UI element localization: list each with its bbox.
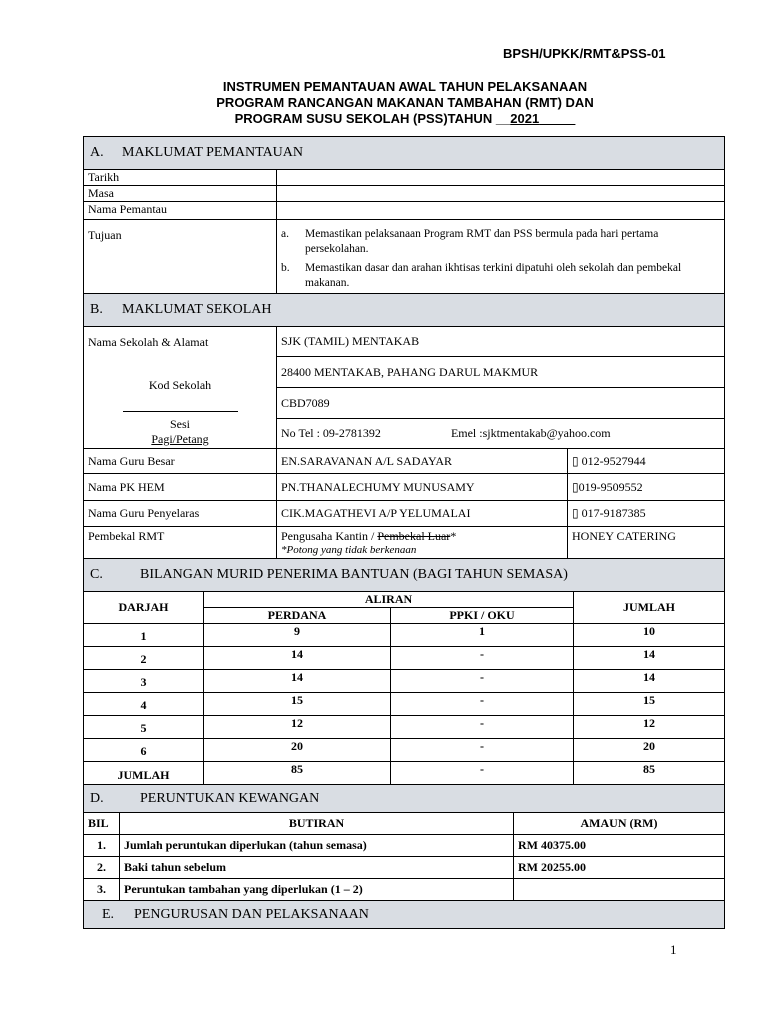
section-e-title: PENGURUSAN DAN PELAKSANAAN <box>134 906 369 922</box>
col-amaun: AMAUN (RM) <box>514 813 725 835</box>
school-code: CBD7089 <box>277 388 725 419</box>
jumlah-cell: 14 <box>574 670 725 693</box>
masa-label: Masa <box>84 186 277 202</box>
darjah-cell: 6 <box>84 739 204 762</box>
guru-besar-name: EN.SARAVANAN A/L SADAYAR <box>277 449 568 474</box>
col-butiran: BUTIRAN <box>120 813 514 835</box>
butiran-cell: Jumlah peruntukan diperlukan (tahun semasa) <box>120 835 514 857</box>
perdana-cell: 20 <box>204 739 391 762</box>
table-row <box>84 716 725 739</box>
table-row <box>84 857 725 879</box>
guru-penyelaras-name: CIK.MAGATHEVI A/P YELUMALAI <box>277 501 568 527</box>
school-contact <box>277 419 725 449</box>
jumlah-cell: 20 <box>574 739 725 762</box>
sesi-label: Sesi <box>169 417 190 431</box>
school-label-cell <box>84 327 277 449</box>
school-email: Emel :sjktmentakab@yahoo.com <box>450 426 611 440</box>
amaun-cell[interactable] <box>514 879 725 901</box>
pembekal-note: *Potong yang tidak berkenaan <box>281 544 417 556</box>
section-a-letter: A. <box>90 145 104 160</box>
document-reference: BPSH/UPKK/RMT&PSS-01 <box>503 46 666 61</box>
nama-sekolah-label: Nama Sekolah & Alamat <box>88 335 209 349</box>
col-darjah: DARJAH <box>84 592 204 624</box>
darjah-cell: 4 <box>84 693 204 716</box>
title-line-2: PROGRAM RANCANGAN MAKANAN TAMBAHAN (RMT) DAN <box>216 95 594 110</box>
col-perdana: PERDANA <box>204 608 391 624</box>
ppki-cell: 1 <box>391 624 574 647</box>
pembekal-option-kantin: Pengusaha Kantin / <box>281 529 378 543</box>
section-d-letter: D. <box>90 790 104 806</box>
tarikh-field[interactable] <box>277 170 725 186</box>
pembekal-name: HONEY CATERING <box>568 527 725 560</box>
col-aliran: ALIRAN <box>204 592 574 608</box>
section-e-letter: E. <box>102 906 115 922</box>
school-address: 28400 MENTAKAB, PAHANG DARUL MAKMUR <box>277 357 725 388</box>
pk-hem-label: Nama PK HEM <box>84 474 277 501</box>
section-c-title: BILANGAN MURID PENERIMA BANTUAN (BAGI TAHUN SEMASA) <box>140 567 568 582</box>
bil-cell: 3. <box>84 879 120 901</box>
bil-cell: 1. <box>84 835 120 857</box>
ppki-cell: - <box>391 693 574 716</box>
amaun-cell: RM 40375.00 <box>514 835 725 857</box>
table-row <box>84 835 725 857</box>
guru-besar-label: Nama Guru Besar <box>84 449 277 474</box>
section-e-header <box>84 901 725 929</box>
col-jumlah: JUMLAH <box>574 592 725 624</box>
tujuan-marker: b. <box>281 262 290 274</box>
section-a-header <box>84 137 725 170</box>
title-year: 2021 <box>510 111 540 126</box>
sesi-value: Pagi/Petang <box>151 432 209 446</box>
pk-hem-phone: ▯019-9509552 <box>568 474 725 501</box>
pembekal-asterisk: * <box>450 529 457 543</box>
table-row <box>84 647 725 670</box>
table-row <box>84 879 725 901</box>
perdana-cell: 12 <box>204 716 391 739</box>
section-d-table <box>83 784 725 929</box>
tujuan-item <box>281 261 720 291</box>
perdana-cell: 15 <box>204 693 391 716</box>
total-ppki: - <box>391 762 574 787</box>
darjah-cell: 1 <box>84 624 204 647</box>
perdana-cell: 14 <box>204 647 391 670</box>
section-b-title: MAKLUMAT SEKOLAH <box>122 302 272 317</box>
title-line-1: INSTRUMEN PEMANTAUAN AWAL TAHUN PELAKSANAAN <box>222 79 588 94</box>
jumlah-cell: 12 <box>574 716 725 739</box>
col-ppki: PPKI / OKU <box>391 608 574 624</box>
pembekal-options <box>277 527 568 560</box>
table-row <box>84 693 725 716</box>
table-row <box>84 624 725 647</box>
kod-sekolah-label: Kod Sekolah <box>148 378 212 392</box>
jumlah-cell: 14 <box>574 647 725 670</box>
tujuan-label: Tujuan <box>84 220 277 294</box>
butiran-cell: Baki tahun sebelum <box>120 857 514 879</box>
section-a-title: MAKLUMAT PEMANTAUAN <box>122 145 304 160</box>
darjah-cell: 3 <box>84 670 204 693</box>
amaun-cell: RM 20255.00 <box>514 857 725 879</box>
section-a-b-table <box>83 136 725 560</box>
table-row <box>84 739 725 762</box>
table-row <box>84 670 725 693</box>
kod-sekolah-blank-line <box>123 411 238 412</box>
butiran-cell: Peruntukan tambahan yang diperlukan (1 – 2) <box>120 879 514 901</box>
school-tel: No Tel : 09-2781392 <box>281 426 381 440</box>
section-c-letter: C. <box>90 567 103 582</box>
title-line-3 <box>0 111 768 127</box>
section-c-table <box>83 558 725 787</box>
pemantau-field[interactable] <box>277 202 725 220</box>
tujuan-marker: a. <box>281 228 289 240</box>
title-line-3-prefix: PROGRAM SUSU SEKOLAH (PSS)TAHUN __ <box>234 111 511 126</box>
perdana-cell: 14 <box>204 670 391 693</box>
section-c-header <box>84 559 725 592</box>
guru-penyelaras-phone: ▯ 017-9187385 <box>568 501 725 527</box>
section-d-header <box>84 785 725 813</box>
total-jumlah: 85 <box>574 762 725 787</box>
jumlah-cell: 10 <box>574 624 725 647</box>
darjah-cell: 5 <box>84 716 204 739</box>
title-line-3-suffix: _____ <box>539 111 576 126</box>
perdana-cell: 9 <box>204 624 391 647</box>
tujuan-text: Memastikan dasar dan arahan ikhtisas terkini dipatuhi oleh sekolah dan pembekal makanan. <box>305 262 682 289</box>
section-d-title: PERUNTUKAN KEWANGAN <box>140 790 320 806</box>
page-number: 1 <box>670 942 677 957</box>
masa-field[interactable] <box>277 186 725 202</box>
tujuan-list <box>277 220 725 294</box>
tarikh-label: Tarikh <box>84 170 277 186</box>
section-b-letter: B. <box>90 302 103 317</box>
tujuan-item <box>281 227 720 257</box>
pembekal-label: Pembekal RMT <box>84 527 277 560</box>
jumlah-cell: 15 <box>574 693 725 716</box>
pemantau-label: Nama Pemantau <box>84 202 277 220</box>
darjah-cell: 2 <box>84 647 204 670</box>
ppki-cell: - <box>391 716 574 739</box>
tujuan-text: Memastikan pelaksanaan Program RMT dan PSS bermula pada hari pertama persekolahan. <box>305 228 659 255</box>
guru-besar-phone: ▯ 012-9527944 <box>568 449 725 474</box>
total-perdana: 85 <box>204 762 391 787</box>
ppki-cell: - <box>391 647 574 670</box>
school-name: SJK (TAMIL) MENTAKAB <box>277 327 725 357</box>
document-title <box>0 79 768 127</box>
ppki-cell: - <box>391 670 574 693</box>
section-b-header <box>84 294 725 327</box>
pembekal-option-luar: Pembekal Luar <box>377 529 451 543</box>
ppki-cell: - <box>391 739 574 762</box>
total-label: JUMLAH <box>84 762 204 787</box>
bil-cell: 2. <box>84 857 120 879</box>
pk-hem-name: PN.THANALECHUMY MUNUSAMY <box>277 474 568 501</box>
guru-penyelaras-label: Nama Guru Penyelaras <box>84 501 277 527</box>
table-total-row <box>84 762 725 787</box>
col-bil: BIL <box>84 813 120 835</box>
